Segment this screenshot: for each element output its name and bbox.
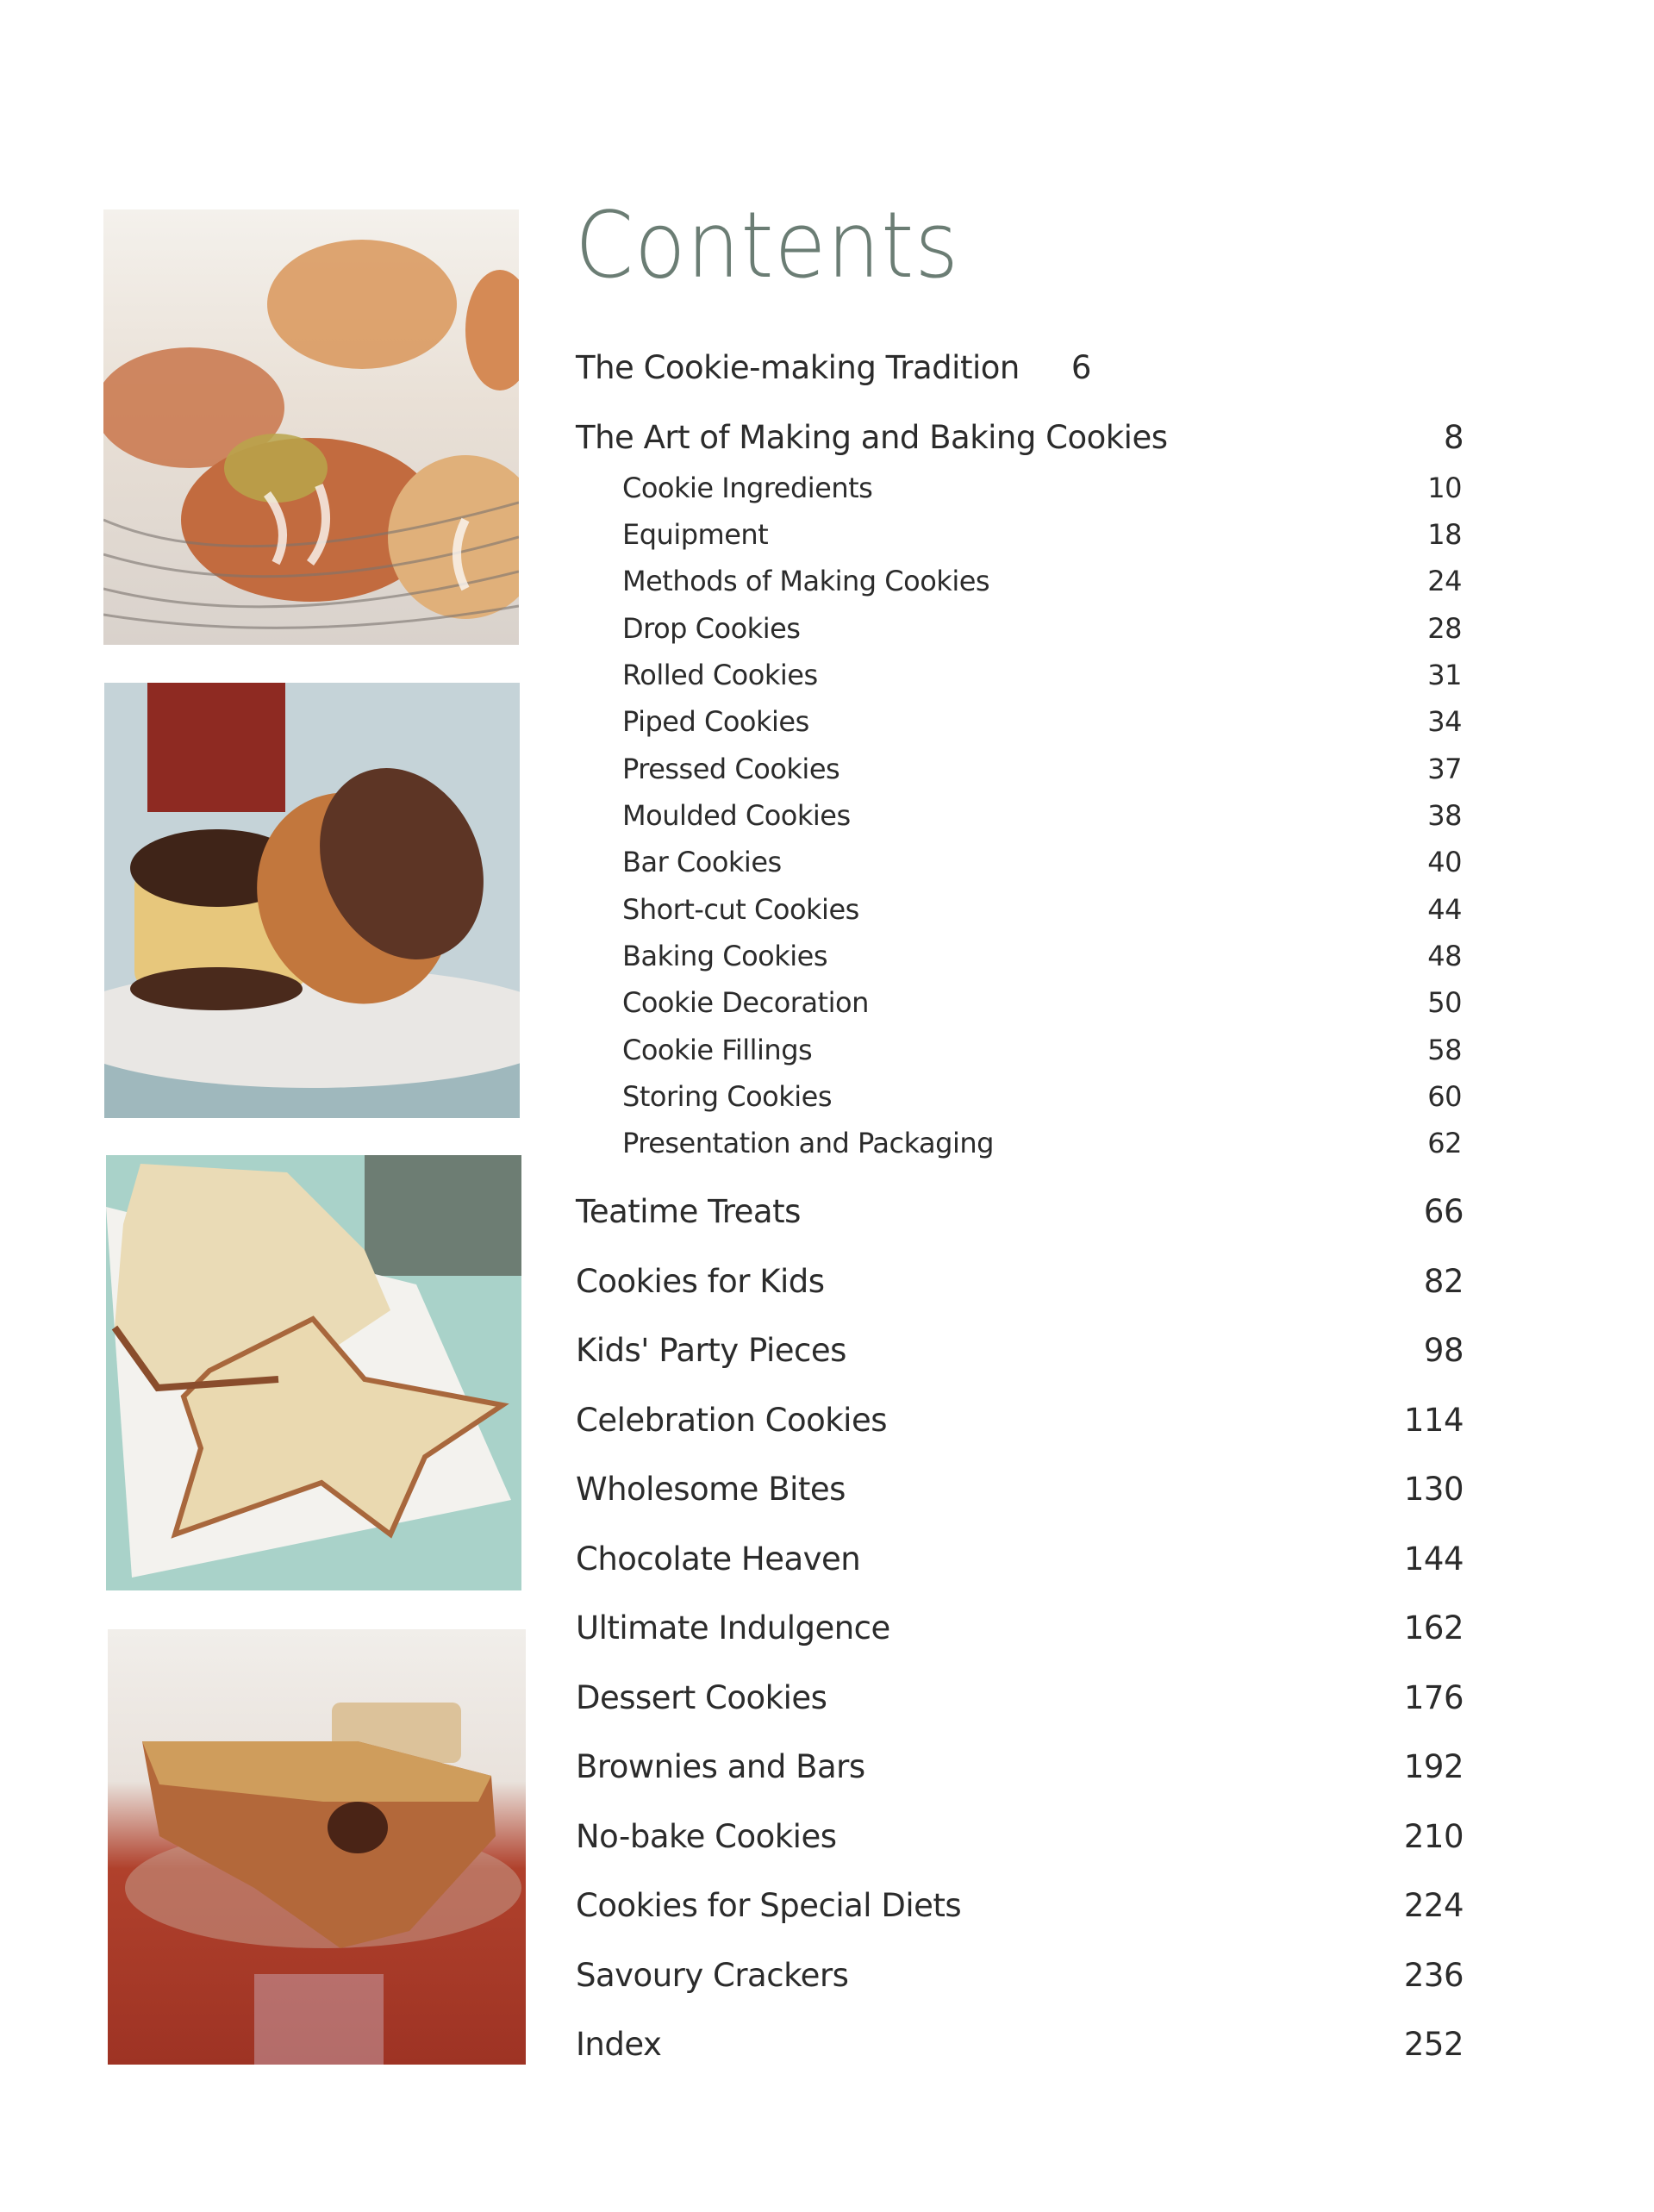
photo-bar-cookies xyxy=(108,1629,526,2065)
toc-entry-label: The Cookie-making Tradition xyxy=(576,349,1020,386)
toc-entry-page: 114 xyxy=(1403,1402,1464,1439)
toc-entry-page: 98 xyxy=(1423,1332,1464,1369)
toc-subentry[interactable] xyxy=(622,659,1462,702)
toc-entry-page: 130 xyxy=(1403,1471,1464,1508)
toc-subentry[interactable] xyxy=(622,1080,1462,1123)
toc-chapter[interactable] xyxy=(576,1818,1464,1861)
toc-subentry[interactable] xyxy=(622,893,1462,936)
toc-entry-page: 210 xyxy=(1403,1818,1464,1855)
toc-entry-label: Index xyxy=(576,2026,662,2063)
toc-subentry[interactable] xyxy=(622,940,1462,983)
toc-entry-label: Drop Cookies xyxy=(622,612,801,645)
toc-entry-page: 8 xyxy=(1443,419,1464,456)
toc-entry-page: 236 xyxy=(1403,1957,1464,1994)
toc-entry-intro[interactable] xyxy=(576,349,1464,392)
photo-star-cookies xyxy=(106,1155,521,1590)
toc-entry-label: Rolled Cookies xyxy=(622,659,818,691)
toc-entry-label: Equipment xyxy=(622,518,769,551)
toc-entry-page: 144 xyxy=(1403,1540,1464,1578)
toc-subentry[interactable] xyxy=(622,1034,1462,1077)
toc-chapter[interactable] xyxy=(576,1679,1464,1722)
toc-entry-art[interactable] xyxy=(576,419,1464,462)
toc-subentry[interactable] xyxy=(622,705,1462,748)
toc-entry-page: 31 xyxy=(1427,659,1462,691)
toc-entry-label: Brownies and Bars xyxy=(576,1748,865,1785)
toc-entry-page: 58 xyxy=(1427,1034,1462,1066)
toc-entry-label: Teatime Treats xyxy=(576,1193,801,1230)
toc-entry-page: 10 xyxy=(1427,472,1462,504)
toc-entry-label: Dessert Cookies xyxy=(576,1679,827,1716)
toc-entry-page: 6 xyxy=(1070,349,1092,386)
toc-entry-page: 66 xyxy=(1423,1193,1464,1230)
toc-chapter[interactable] xyxy=(576,1609,1464,1653)
toc-entry-label: Cookie Fillings xyxy=(622,1034,813,1066)
toc-entry-label: Presentation and Packaging xyxy=(622,1127,994,1159)
toc-entry-label: Cookies for Kids xyxy=(576,1263,825,1300)
toc-entry-label: No-bake Cookies xyxy=(576,1818,837,1855)
toc-chapter[interactable] xyxy=(576,1402,1464,1445)
toc-subentry[interactable] xyxy=(622,612,1462,655)
toc-chapter[interactable] xyxy=(576,1193,1464,1236)
toc-entry-label: Kids' Party Pieces xyxy=(576,1332,846,1369)
toc-subentry[interactable] xyxy=(622,1127,1462,1170)
toc-entry-label: Short-cut Cookies xyxy=(622,893,859,926)
toc-entry-page: 34 xyxy=(1427,705,1462,738)
toc-entry-page: 224 xyxy=(1403,1887,1464,1924)
toc-entry-label: Bar Cookies xyxy=(622,846,782,878)
toc-chapter[interactable] xyxy=(576,1957,1464,2000)
toc-subentry[interactable] xyxy=(622,846,1462,889)
toc-entry-label: Celebration Cookies xyxy=(576,1402,888,1439)
toc-entry-label: Pressed Cookies xyxy=(622,753,840,785)
toc-chapter[interactable] xyxy=(576,1540,1464,1584)
toc-entry-page: 82 xyxy=(1423,1263,1464,1300)
toc-entry-page: 62 xyxy=(1427,1127,1462,1159)
toc-entry-page: 192 xyxy=(1403,1748,1464,1785)
toc-entry-label: The Art of Making and Baking Cookies xyxy=(576,419,1168,456)
toc-entry-page: 44 xyxy=(1427,893,1462,926)
toc-chapter[interactable] xyxy=(576,1263,1464,1306)
toc-chapter[interactable] xyxy=(576,1471,1464,1514)
toc-entry-page: 252 xyxy=(1403,2026,1464,2063)
toc-chapter[interactable] xyxy=(576,1887,1464,1930)
toc-entry-label: Piped Cookies xyxy=(622,705,809,738)
toc-entry-page: 176 xyxy=(1403,1679,1464,1716)
photo-chocolate-sandwich-cookies xyxy=(104,683,520,1118)
page-title: Contents xyxy=(575,192,960,298)
toc-entry-label: Ultimate Indulgence xyxy=(576,1609,890,1647)
toc-entry-label: Methods of Making Cookies xyxy=(622,565,990,597)
toc-entry-label: Cookie Decoration xyxy=(622,986,869,1019)
toc-entry-label: Storing Cookies xyxy=(622,1080,833,1113)
toc-subentry[interactable] xyxy=(622,472,1462,515)
toc-entry-label: Baking Cookies xyxy=(622,940,828,972)
toc-subentry[interactable] xyxy=(622,799,1462,842)
photo-pistachio-cookies xyxy=(103,209,519,645)
toc-subentry[interactable] xyxy=(622,565,1462,608)
toc-entry-page: 24 xyxy=(1427,565,1462,597)
toc-entry-page: 162 xyxy=(1403,1609,1464,1647)
toc-entry-page: 40 xyxy=(1427,846,1462,878)
toc-entry-page: 48 xyxy=(1427,940,1462,972)
cookie-photo-icon xyxy=(104,683,520,1118)
toc-subentry[interactable] xyxy=(622,518,1462,561)
toc-chapter[interactable] xyxy=(576,2026,1464,2069)
toc-entry-page: 50 xyxy=(1427,986,1462,1019)
toc-entry-page: 60 xyxy=(1427,1080,1462,1113)
cookie-photo-icon xyxy=(103,209,519,645)
cookie-photo-icon xyxy=(106,1155,521,1590)
toc-chapter[interactable] xyxy=(576,1332,1464,1375)
toc-chapter[interactable] xyxy=(576,1748,1464,1791)
cookie-photo-icon xyxy=(108,1629,526,2065)
toc-entry-label: Wholesome Bites xyxy=(576,1471,846,1508)
toc-entry-page: 28 xyxy=(1427,612,1462,645)
toc-entry-label: Cookie Ingredients xyxy=(622,472,873,504)
toc-entry-page: 37 xyxy=(1427,753,1462,785)
toc-entry-label: Moulded Cookies xyxy=(622,799,851,832)
toc-subentry[interactable] xyxy=(622,986,1462,1029)
toc-subentry[interactable] xyxy=(622,753,1462,796)
toc-entry-label: Cookies for Special Diets xyxy=(576,1887,962,1924)
toc-entry-label: Savoury Crackers xyxy=(576,1957,849,1994)
toc-entry-page: 38 xyxy=(1427,799,1462,832)
toc-entry-label: Chocolate Heaven xyxy=(576,1540,861,1578)
toc-entry-page: 18 xyxy=(1427,518,1462,551)
